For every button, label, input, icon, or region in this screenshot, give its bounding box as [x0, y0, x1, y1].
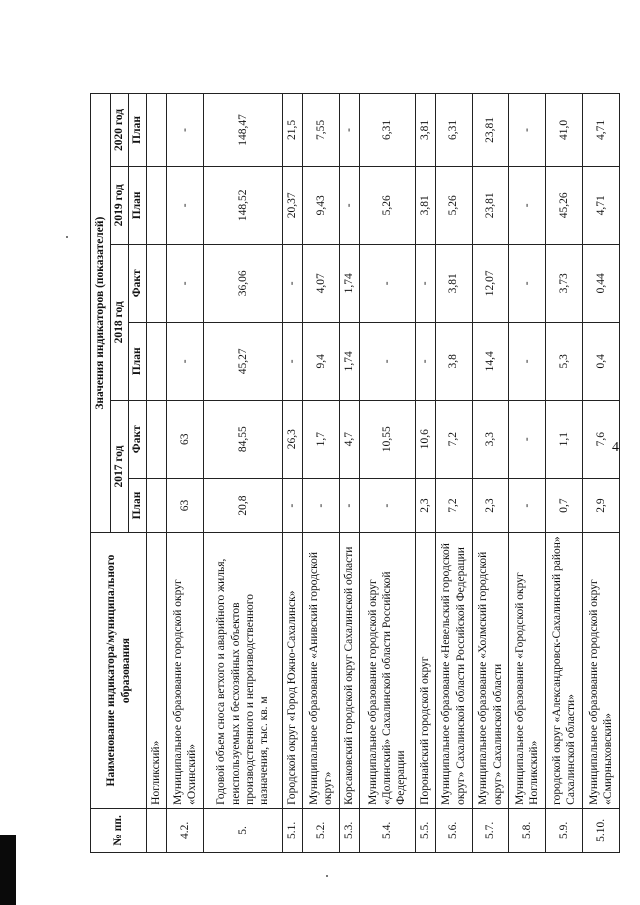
cell: -: [282, 478, 302, 533]
cell: [147, 244, 167, 322]
cell: 7,2: [435, 478, 472, 533]
cell: 5,26: [435, 166, 472, 244]
cell: -: [359, 478, 415, 533]
row-name: Муниципальное образование городской округ «Смирныховский»: [583, 533, 620, 809]
cell: 45,27: [203, 322, 282, 400]
scan-edge-mark: [0, 835, 16, 905]
row-name: Городской округ «Город Южно-Сахалинск»: [282, 533, 302, 809]
cell: [147, 322, 167, 400]
table-row: [302, 94, 339, 853]
cell: 0,44: [583, 244, 620, 322]
row-name: Муниципальное образование «Холмский городской округ» Сахалинской области: [472, 533, 509, 809]
header-plan: План: [129, 478, 147, 533]
cell: -: [167, 322, 204, 400]
cell: 36,06: [203, 244, 282, 322]
cell: -: [339, 166, 359, 244]
cell: 4,71: [583, 94, 620, 167]
row-name: Поронайский городской округ: [415, 533, 435, 809]
header-2020: 2020 год: [111, 94, 129, 167]
cell: 84,55: [203, 400, 282, 478]
row-number: 5.1.: [282, 808, 302, 852]
cell: [147, 94, 167, 167]
cell: 0,7: [546, 478, 583, 533]
header-fact: Факт: [129, 400, 147, 478]
cell: -: [167, 94, 204, 167]
cell: 1,74: [339, 322, 359, 400]
cell: 3,8: [435, 322, 472, 400]
header-2019: 2019 год: [111, 166, 129, 244]
row-number: 4.2.: [167, 808, 204, 852]
cell: 2,3: [415, 478, 435, 533]
header-number: № пп.: [91, 808, 147, 852]
cell: -: [509, 478, 546, 533]
cell: -: [509, 94, 546, 167]
row-name: Муниципальное образование городской округ «Долинский» Сахалинской области Российской Федерации: [359, 533, 415, 809]
cell: 0,4: [583, 322, 620, 400]
table-row: [359, 94, 415, 853]
cell: -: [509, 244, 546, 322]
cell: 6,31: [435, 94, 472, 167]
cell: -: [339, 94, 359, 167]
cell: 4,71: [583, 166, 620, 244]
cell: [147, 400, 167, 478]
row-number: 5.10.: [583, 808, 620, 852]
cell: 148,52: [203, 166, 282, 244]
cell: 12,07: [472, 244, 509, 322]
cell: 5,26: [359, 166, 415, 244]
row-number: 5.5.: [415, 808, 435, 852]
cell: -: [167, 166, 204, 244]
row-name: Муниципальное образование «Невельский городской округ» Сахалинской области Российской Федерации: [435, 533, 472, 809]
cell: [147, 166, 167, 244]
table-row: [147, 94, 167, 853]
cell: -: [167, 244, 204, 322]
table-row: [546, 94, 583, 853]
table-row: [509, 94, 546, 853]
cell: 7,2: [435, 400, 472, 478]
table-row: [282, 94, 302, 853]
cell: 14,4: [472, 322, 509, 400]
cell: 3,81: [415, 166, 435, 244]
cell: 21,5: [282, 94, 302, 167]
cell: 26,3: [282, 400, 302, 478]
table-row: [583, 94, 620, 853]
cell: [147, 478, 167, 533]
row-number: [147, 808, 167, 852]
table-row: [415, 94, 435, 853]
table-row: [339, 94, 359, 853]
table-row: [203, 94, 282, 853]
cell: 4,7: [339, 400, 359, 478]
table-row: [472, 94, 509, 853]
cell: 7,55: [302, 94, 339, 167]
scan-speck: [66, 236, 68, 238]
cell: 6,31: [359, 94, 415, 167]
row-name: городской округ «Александровск-Сахалинский район» Сахалинской области»: [546, 533, 583, 809]
cell: -: [359, 322, 415, 400]
header-fact: Факт: [129, 244, 147, 322]
table-row: [167, 94, 204, 853]
header-2018: 2018 год: [111, 244, 129, 400]
cell: 20,37: [282, 166, 302, 244]
cell: -: [509, 166, 546, 244]
row-number: 5.: [203, 808, 282, 852]
cell: 1,7: [302, 400, 339, 478]
row-name: Корсаковский городской округ Сахалинской области: [339, 533, 359, 809]
cell: 23,81: [472, 94, 509, 167]
row-number: 5.7.: [472, 808, 509, 852]
cell: 2,3: [472, 478, 509, 533]
row-name: Муниципальное образование городской округ «Охинский»: [167, 533, 204, 809]
cell: -: [339, 478, 359, 533]
header-plan: План: [129, 166, 147, 244]
header-name: Наименование индикатора/муниципального образования: [91, 533, 147, 809]
cell: -: [282, 244, 302, 322]
table-row: [435, 94, 472, 853]
scan-speck: [326, 875, 328, 877]
cell: 1,1: [546, 400, 583, 478]
indicator-table-rotated: [90, 93, 620, 853]
row-number: 5.9.: [546, 808, 583, 852]
cell: 10,6: [415, 400, 435, 478]
cell: -: [415, 244, 435, 322]
cell: 4,07: [302, 244, 339, 322]
indicator-table: [90, 93, 620, 853]
cell: -: [302, 478, 339, 533]
cell: 63: [167, 400, 204, 478]
row-name: Годовой объем сноса ветхого и аварийного жилья, неиспользуемых и бесхозяйных объектов производственного и непроизводственного назначения, тыс. кв. м: [203, 533, 282, 809]
cell: 23,81: [472, 166, 509, 244]
row-name: Муниципальное образование «Анивский городской округ»: [302, 533, 339, 809]
cell: 10,55: [359, 400, 415, 478]
cell: 3,3: [472, 400, 509, 478]
cell: 3,73: [546, 244, 583, 322]
cell: 9,4: [302, 322, 339, 400]
page-number: 4: [612, 440, 619, 455]
cell: -: [509, 322, 546, 400]
header-values: Значения индикаторов (показателей): [91, 94, 111, 533]
cell: -: [282, 322, 302, 400]
cell: 5,3: [546, 322, 583, 400]
row-number: 5.8.: [509, 808, 546, 852]
row-name: Ногликский»: [147, 533, 167, 809]
cell: -: [359, 244, 415, 322]
cell: 1,74: [339, 244, 359, 322]
row-number: 5.6.: [435, 808, 472, 852]
cell: 7,6: [583, 400, 620, 478]
cell: -: [415, 322, 435, 400]
row-number: 5.3.: [339, 808, 359, 852]
header-2017: 2017 год: [111, 400, 129, 533]
cell: 2,9: [583, 478, 620, 533]
cell: 41,0: [546, 94, 583, 167]
header-plan: План: [129, 322, 147, 400]
cell: 63: [167, 478, 204, 533]
cell: 148,47: [203, 94, 282, 167]
cell: 3,81: [415, 94, 435, 167]
cell: 20,8: [203, 478, 282, 533]
cell: 45,26: [546, 166, 583, 244]
row-name: Муниципальное образование «Городской округ Ногликский»: [509, 533, 546, 809]
cell: 9,43: [302, 166, 339, 244]
cell: -: [509, 400, 546, 478]
header-plan: План: [129, 94, 147, 167]
row-number: 5.4.: [359, 808, 415, 852]
cell: 3,81: [435, 244, 472, 322]
row-number: 5.2.: [302, 808, 339, 852]
